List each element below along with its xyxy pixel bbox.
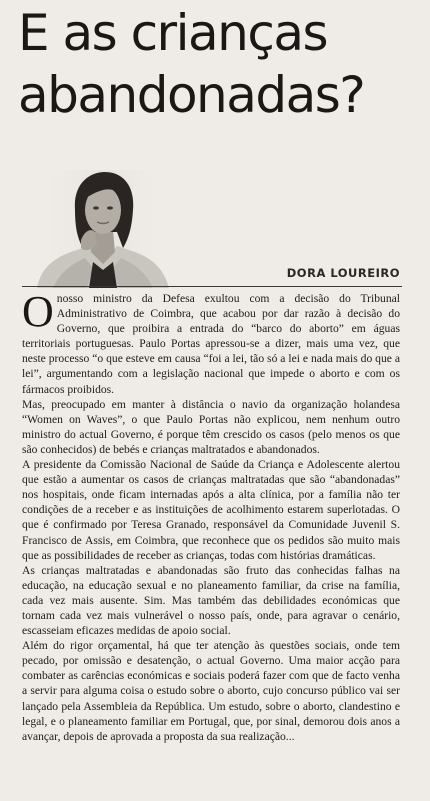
author-byline: DORA LOUREIRO: [286, 266, 400, 280]
headline-line-1: E as crianças: [18, 4, 328, 62]
headline: [18, 2, 422, 126]
author-portrait: [33, 170, 173, 288]
article-paragraph-2: Mas, preocupado em manter à distância o navio da organização holandesa “Women on Waves”, o que Paulo Portas não explicou, nem nenhum outro ministro do actual Governo, é porque têm crescido os casos (pelo menos os que são conhecidos) de bebés e crianças maltratados e abandonados.: [22, 397, 400, 456]
article-paragraph-4: As crianças maltratadas e abandonadas são fruto das conhecidas falhas na educação, na educação sexual e no planeamento familiar, da crise na família, cada vez mais ausente. Sim. Mas também das debilidades económicas que tornam cada vez mais vulnerável o nosso país, onde, para agravar o cenário, escasseiam eficazes medidas de apoio social.: [22, 563, 400, 638]
drop-cap: O: [22, 291, 54, 336]
article-paragraph-3: A presidente da Comissão Nacional de Saúde da Criança e Adolescente alertou que estão a aumentar os casos de crianças maltratadas que são “abandonadas” nos hospitais, onde ficam internadas após a alta clínica, por a família não ter condições de a receber e as instituições de acolhimento estarem superlotadas. O que é confirmado por Teresa Granado, responsável da Comunidade Juvenil S. Francisco de Assis, em Coimbra, que reconhece que os pedidos são muito mais que as possibilidades de receber as crianças, todas com histórias dramáticas.: [22, 458, 400, 562]
byline-divider: [22, 286, 402, 287]
article-paragraph-1: [22, 291, 400, 397]
article-body: [22, 291, 400, 799]
headline-line-2: abandonadas?: [18, 66, 365, 124]
paragraph-1-text: nosso ministro da Defesa exultou com a decisão do Tribunal Administrativo de Coimbra, que acabou por dar razão à decisão do Governo, que proibira a entrada do “barco do aborto” em águas territoriais portuguesas. Paulo Portas apressou-se a dizer, mais uma vez, que neste processo “o que esteve em causa “foi a lei, tão só a lei e nada mais do que a lei”, argumentando com a legislação nacional que impede o aborto e com os fármacos proibidos.: [22, 292, 400, 396]
article-paragraph-5: Além do rigor orçamental, há que ter atenção às questões sociais, onde tem pecado, por omissão e desatenção, o actual Governo. Uma maior acção para combater as carências económicas e sociais poderá fazer com que de facto venha a servir para alguma coisa o estudo sobre o aborto, cujo concurso público vai ser lançado pela Assembleia da República. Um estudo, sobre o aborto, clandestino e legal, e o planeamento familiar em Portugal, que, por sinal, demorou dois anos a avançar, depois de aprovada a proposta da sua realização...: [22, 639, 400, 743]
